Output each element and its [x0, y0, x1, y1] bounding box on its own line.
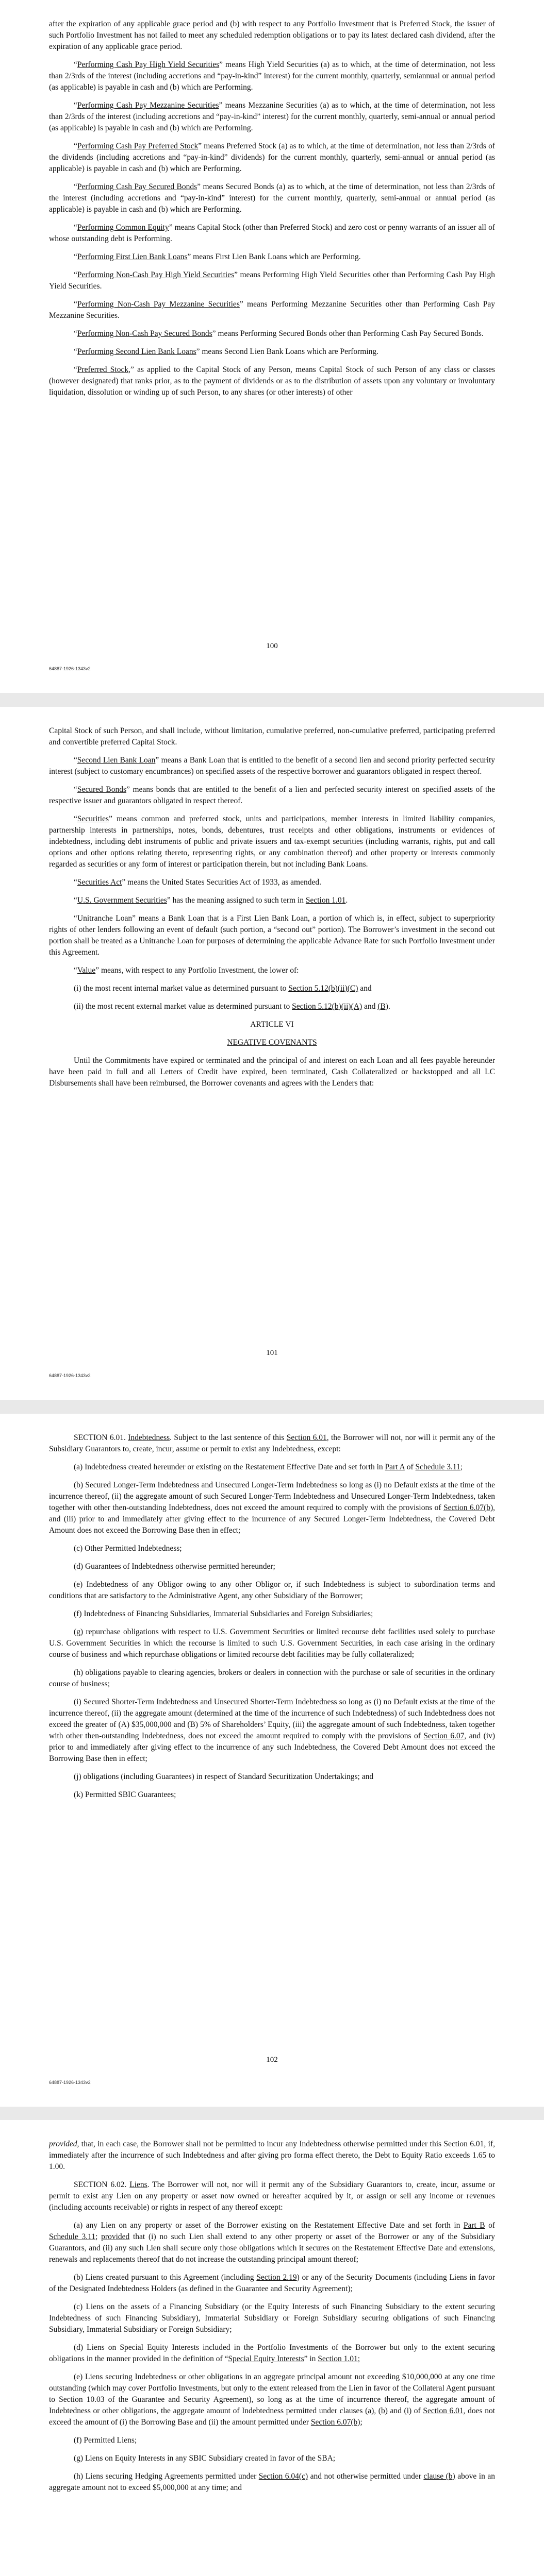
text-run: ” means common and preferred stock, units and participations, member interests in limited liability companies, partnership interests in partnerships, notes, bonds, debentures, trust receipts and other obligations, instruments or evidences of indebtedness, including debt instruments of public and private issuers and tax-exempt securities (including warrants, rights, put and call options and other options relating thereto, representing rights, or any combination thereof) and other property or interests commonly regarded as securities or any form of interest or participation therein, but not including Bank Loans. — [49, 815, 495, 869]
text-run: (b) Liens created pursuant to this Agreement (including — [74, 2273, 257, 2282]
text-run: ; — [360, 2418, 362, 2427]
text-run: ” has the meaning assigned to such term in — [167, 896, 306, 905]
defined-term: Value — [77, 966, 96, 975]
paragraph — [49, 1432, 495, 1455]
paragraph — [49, 2471, 495, 2494]
text-run: ” means the United States Securities Act of 1933, as amended. — [122, 878, 321, 887]
defined-term: (i) — [404, 2406, 412, 2415]
paragraph — [49, 1001, 495, 1012]
page-number: 102 — [266, 2055, 278, 2064]
paragraph — [49, 1789, 495, 1801]
paragraph — [49, 100, 495, 134]
text-run: SECTION 6.01. — [74, 1433, 128, 1442]
text-run: (f) Permitted Liens; — [74, 2436, 137, 2445]
text-run: , and (iii) prior to and immediately after giving effect to the incurrence of any Secured Longer-Term Indebtedness, the Covered Debt Amount does not exceed the Borrowing Base then in effect; — [49, 1503, 495, 1535]
text-run: “ — [74, 878, 77, 887]
text-run: . The Borrower will not, nor will it permit any of the Subsidiary Guarantors to, create, incur, assume or permit to exist any Lien on any property or asset now owned or hereafter acquired by it, or assign or sell any income or revenues (including accounts receivable) or rights in respect of any thereof except: — [49, 2180, 495, 2212]
text-run: and — [387, 2406, 404, 2415]
text-run: ” means Secured Bonds (a) as to which, at the time of determination, not less than 2/3rds of the interest (including accretions and “pay-in-kind” interest) for the current monthly, quarterly, semi-annual or annual period (as applicable) is payable in cash and (b) which are Performing. — [49, 182, 496, 214]
text-run: . — [388, 1002, 390, 1011]
paragraph — [49, 965, 495, 976]
defined-term: Section 5.12(b)(ii)(A) — [292, 1002, 362, 1011]
page-body — [49, 725, 495, 1089]
text-run: “ — [74, 300, 77, 309]
text-run: . Subject to the last sentence of this — [170, 1433, 287, 1442]
text-run: ARTICLE VI — [250, 1020, 294, 1029]
paragraph — [49, 1667, 495, 1690]
paragraph — [49, 895, 495, 906]
text-run: , that, in each case, the Borrower shall not be permitted to incur any Indebtedness otherwise permitted under this Section 6.01, if, immediately after the incurrence of such Indebtedness and after giving pro forma effect thereto, the Debt to Equity Ratio exceeds 1.65 to 1.00. — [49, 2140, 495, 2171]
paragraph — [49, 2435, 495, 2446]
document-id: 64887-1926-1343v2 — [49, 666, 91, 672]
defined-term: Section 5.12(b)(ii)(C) — [288, 984, 358, 993]
text-run: ” means Performing High Yield Securities other than Performing Cash Pay High Yield Securities. — [49, 270, 495, 291]
defined-term: Section 6.07 — [423, 1732, 465, 1740]
text-run: “ — [74, 60, 77, 69]
defined-term: Section 6.01 — [286, 1433, 327, 1442]
text-run: and — [362, 1002, 378, 1011]
paragraph — [49, 2371, 495, 2428]
paragraph — [49, 2139, 495, 2173]
text-run: ” means, with respect to any Portfolio Investment, the lower of: — [95, 966, 299, 975]
paragraph — [49, 913, 495, 958]
text-run: and — [358, 984, 372, 993]
section-heading — [49, 1037, 495, 1048]
document-id: 64887-1926-1343v2 — [49, 2080, 91, 2086]
defined-term: U.S. Government Securities — [77, 896, 167, 905]
paragraph — [49, 222, 495, 245]
text-run: “Unitranche Loan” means a Bank Loan that is a First Lien Bank Loan, a portion of which is, in effect, subject to superpriority rights of other lenders following an event of default (such portion, a “second out” portion). The Borrower’s investment in the second out portion shall be treated as a Unitranche Loan for purposes of determining the applicable Advance Rate for such Portfolio Investment under this Agreement. — [49, 914, 495, 957]
paragraph — [49, 1480, 495, 1536]
text-run: Until the Commitments have expired or terminated and the principal of and interest on each Loan and all fees payable hereunder have been paid in full and all Letters of Credit have expired, been terminated, Cash Collateralized or backstopped and all LC Disbursements shall have been reimbursed, the Borrower covenants and agrees with the Lenders that: — [49, 1056, 495, 1088]
text-run: and not otherwise permitted under — [308, 2472, 424, 2481]
text-run: “ — [74, 223, 77, 232]
paragraph — [49, 1543, 495, 1554]
text-run: Capital Stock of such Person, and shall include, without limitation, cumulative preferred, non-cumulative preferred, participating preferred and convertible preferred Capital Stock. — [49, 726, 495, 747]
text-run: (h) obligations payable to clearing agencies, brokers or dealers in connection with the purchase or sale of securities in the ordinary course of business; — [49, 1668, 495, 1688]
text-run: (e) Liens securing Indebtedness or other obligations in an aggregate principal amount not exceeding $10,000,000 at any one time outstanding (which may cover Portfolio Investments, but only to the extent released from the Lien in favor of the Collateral Agent pursuant to Section 10.03 of the Guarantee and Security Agreement), so long as at the time of incurrence thereof, the aggregate amount of Indebtedness or other obligations, the aggregate amount of Indebtedness permitted under clauses — [49, 2372, 495, 2415]
text-run: (c) Liens on the assets of a Financing Subsidiary (or the Equity Interests of such Financing Subsidiary to the extent securing Indebtedness of such Financing Subsidiary), Immaterial Subsidiary or Foreign Subsidiary securing obligations of such Financing Subsidiary, Immaterial Subsidiary or Foreign Subsidiary; — [49, 2302, 495, 2334]
defined-term: Performing First Lien Bank Loans — [77, 252, 188, 261]
text-run: of — [404, 1463, 416, 1471]
paragraph — [49, 1561, 495, 1572]
paragraph — [49, 181, 495, 215]
defined-term: Schedule 3.11 — [415, 1463, 460, 1471]
paragraph — [49, 2453, 495, 2464]
text-run: (j) obligations (including Guarantees) in respect of Standard Securitization Undertakings; and — [74, 1772, 374, 1781]
defined-term: Preferred Stock — [77, 365, 129, 374]
document-page — [0, 1414, 544, 2107]
paragraph — [49, 2179, 495, 2213]
text-run: ” means Mezzanine Securities (a) as to which, at the time of determination, not less than 2/3rds of the interest (including accretions and “pay-in-kind” interest) for the current monthly, quarterly, semi-annual or annual period (as applicable) is payable in cash and (b) which are Performing. — [49, 101, 495, 132]
defined-term: Part A — [385, 1463, 405, 1471]
text-run: ” means bonds that are entitled to the benefit of a lien and perfected security interest on specified assets of the respective issuer and guarantors obligated in respect thereof. — [49, 785, 495, 805]
text-run: ” means Capital Stock (other than Preferred Stock) and zero cost or penny warrants of an issuer all of whose outstanding debt is Performing. — [49, 223, 495, 243]
defined-term: Part B — [463, 2221, 485, 2230]
text-run: ) or any of the Security Documents (including Liens in favor of the Designated Indebtedness Holders (as defined in the Guarantee and Security Agreement); — [49, 2273, 495, 2293]
defined-term: clause (b) — [423, 2472, 455, 2481]
paragraph — [49, 2272, 495, 2295]
text-run: “ — [74, 756, 77, 765]
text-run: , — [374, 2406, 378, 2415]
text-run: SECTION 6.02. — [74, 2180, 130, 2189]
text-run: ; — [357, 2354, 360, 2363]
document-id: 64887-1926-1343v2 — [49, 1373, 91, 1379]
text-run: “ — [74, 785, 77, 794]
text-run: ” means Performing Secured Bonds other than Performing Cash Pay Secured Bonds. — [212, 329, 484, 338]
paragraph — [49, 1626, 495, 1660]
text-run: ,” as applied to the Capital Stock of any Person, means Capital Stock of such Person of any class or classes (however designated) that ranks prior, as to the payment of dividends or as to the distribution of assets upon any voluntary or involuntary liquidation, dissolution or winding up of such Person, to any shares (or other interests) of other — [49, 365, 495, 397]
paragraph — [49, 814, 495, 870]
defined-term: (B) — [377, 1002, 388, 1011]
page-body — [49, 2139, 495, 2494]
defined-term: (b) — [378, 2406, 388, 2415]
document-page — [0, 0, 544, 693]
defined-term: NEGATIVE COVENANTS — [227, 1038, 317, 1047]
defined-term: Liens — [129, 2180, 147, 2189]
defined-term: Section 6.04(c) — [258, 2472, 308, 2481]
paragraph — [49, 346, 495, 358]
text-run: , and (iv) prior to and immediately after giving effect to the incurrence of any such Indebtedness, the Covered Debt Amount does not exceed the Borrowing Base then in effect; — [49, 1732, 495, 1763]
defined-term: Indebtedness — [128, 1433, 170, 1442]
text-run: (d) Guarantees of Indebtedness otherwise permitted hereunder; — [74, 1562, 275, 1571]
paragraph — [49, 141, 495, 175]
page-number: 100 — [266, 641, 278, 650]
text-run: (h) Liens securing Hedging Agreements permitted under — [74, 2472, 259, 2481]
defined-term: Schedule 3.11 — [49, 2232, 96, 2241]
text-run: , the Borrower will not, nor will it permit any of the Subsidiary Guarantors to, create, incur, assume or permit to exist any Indebtedness, except: — [49, 1433, 495, 1453]
text-run: “ — [74, 365, 77, 374]
defined-term: Section 6.07(b) — [443, 1503, 493, 1512]
paragraph — [49, 2342, 495, 2365]
paragraph — [49, 59, 495, 93]
document-page — [0, 2120, 544, 2576]
defined-term: Second Lien Bank Loan — [77, 756, 156, 765]
text-run: (g) repurchase obligations with respect to U.S. Government Securities or limited recourse debt facilities used solely to purchase U.S. Government Securities in which the recourse is limited to such U.S. Government Securities, in each case arising in the ordinary course of business and which repurchase obligations or limited recourse debt facilities may be fully collateralized; — [49, 1628, 495, 1659]
paragraph — [49, 784, 495, 807]
text-run: (a) any Lien on any property or asset of the Borrower existing on the Restatement Effective Date and set forth in — [74, 2221, 464, 2230]
text-run: ” means Performing Mezzanine Securities other than Performing Cash Pay Mezzanine Securities. — [49, 300, 495, 320]
text-run: (k) Permitted SBIC Guarantees; — [74, 1790, 176, 1799]
text-run: “ — [74, 101, 77, 110]
paragraph — [49, 2220, 495, 2265]
text-run: “ — [74, 182, 77, 191]
text-run: “ — [74, 815, 77, 823]
text-run: ” means a Bank Loan that is entitled to the benefit of a second lien and second priority perfected security interest (subject to customary encumbrances) on specified assets of the respective borrower and guarantors obligated in respect thereof. — [49, 756, 495, 776]
text-run: ” means Second Lien Bank Loans which are Performing. — [196, 347, 379, 356]
paragraph — [49, 299, 495, 321]
text-run: “ — [74, 142, 77, 150]
defined-term: Secured Bonds — [77, 785, 127, 794]
text-run: of — [485, 2221, 495, 2230]
section-heading — [49, 1019, 495, 1030]
text-run: “ — [74, 896, 77, 905]
emphasis-text: provided — [49, 2140, 77, 2148]
paragraph — [49, 725, 495, 748]
text-run: “ — [74, 966, 77, 975]
paragraph — [49, 983, 495, 994]
defined-term: Special Equity Interests — [228, 2354, 304, 2363]
defined-term: Securities — [77, 815, 109, 823]
defined-term: Section 6.07(b) — [310, 2418, 360, 2427]
paragraph — [49, 1771, 495, 1783]
paragraph — [49, 269, 495, 292]
text-run: ” means Preferred Stock (a) as to which, at the time of determination, not less than 2/3rds of the dividends (including accretions and “pay-in-kind” dividends) for the current monthly, quarterly, semi-annual or annual period (as applicable) is payable in cash and (b) which are Performing. — [49, 142, 496, 173]
paragraph — [49, 1697, 495, 1765]
defined-term: (a) — [365, 2406, 374, 2415]
text-run: , does not exceed the amount of (i) the Borrowing Base and (ii) the amount permitted under — [49, 2406, 496, 2427]
text-run: (e) Indebtedness of any Obligor owing to any other Obligor or, if such Indebtedness is subject to subordination terms and conditions that are satisfactory to the Administrative Agent, any other Subsidiary of the Borrower; — [49, 1580, 495, 1600]
paragraph — [49, 1608, 495, 1620]
text-run: after the expiration of any applicable grace period and (b) with respect to any Portfolio Investment that is Preferred Stock, the issuer of such Portfolio Investment has not failed to meet any scheduled redemption obligations or to pay its latest declared cash dividend, after the expiration of any applicable grace period. — [49, 20, 495, 51]
text-run: (a) Indebtedness created hereunder or existing on the Restatement Effective Date and set forth in — [74, 1463, 385, 1471]
text-run: (i) the most recent internal market value as determined pursuant to — [74, 984, 289, 993]
text-run: (g) Liens on Equity Interests in any SBIC Subsidiary created in favor of the SBA; — [74, 2454, 336, 2463]
text-run: (i) Secured Shorter-Term Indebtedness and Unsecured Shorter-Term Indebtedness so long as (i) no Default exists at the time of the incurrence thereof, (ii) the aggregate amount (determined at the time of the incurrence of such Indebtedness) of such Indebtedness does not exceed the greater of (A) $35,000,000 and (B) 5% of Shareholders’ Equity, (iii) the aggregate amount of such Indebtedness, taken together with other then-outstanding Indebtedness, does not exceed the amount required to comply with the provisions of — [49, 1698, 495, 1740]
defined-term: Performing Cash Pay High Yield Securities — [77, 60, 220, 69]
text-run: . — [345, 896, 348, 905]
page-body — [49, 19, 495, 398]
defined-term: Performing Cash Pay Secured Bonds — [77, 182, 197, 191]
paragraph — [49, 328, 495, 340]
paragraph — [49, 1462, 495, 1473]
text-run: (f) Indebtedness of Financing Subsidiaries, Immaterial Subsidiaries and Foreign Subsidiaries; — [74, 1609, 373, 1618]
defined-term: Performing Non-Cash Pay Secured Bonds — [77, 329, 212, 338]
text-run: (b) Secured Longer-Term Indebtedness and Unsecured Longer-Term Indebtedness so long as (i) no Default exists at the time of the incurrence thereof, (ii) the aggregate amount of such Secured Longer-Term Indebtedness and Unsecured Longer-Term Indebtedness, taken together with other then-outstanding Indebtedness, does not exceed the amount required to comply with the provisions of — [49, 1481, 495, 1512]
text-run: ” means High Yield Securities (a) as to which, at the time of determination, not less than 2/3rds of the interest (including accretions and “pay-in-kind” interest) for the current monthly, quarterly, semiannual or annual period (as applicable) is payable in cash and (b) which are Performing. — [49, 60, 495, 92]
defined-term: Section 6.01 — [423, 2406, 464, 2415]
text-run: (c) Other Permitted Indebtedness; — [74, 1544, 182, 1553]
paragraph — [49, 19, 495, 53]
text-run: “ — [74, 347, 77, 356]
defined-term: Performing Cash Pay Preferred Stock — [77, 142, 199, 150]
text-run: (d) Liens on Special Equity Interests included in the Portfolio Investments of the Borrower but only to the extent securing obligations in the manner provided in the definition of “ — [49, 2343, 495, 2363]
text-run: (ii) the most recent external market value as determined pursuant to — [74, 1002, 292, 1011]
text-run: ” means First Lien Bank Loans which are Performing. — [187, 252, 361, 261]
text-run: that (i) no such Lien shall extend to any other property or asset of the Borrower or any of the Subsidiary Guarantors, and (ii) any such Lien shall secure only those obligations which it secures on the Restatement Effective Date and extensions, renewals and replacements thereof that do not increase the outstanding principal amount thereof; — [49, 2232, 495, 2264]
page-body — [49, 1432, 495, 1801]
defined-term: Securities Act — [77, 878, 122, 887]
text-run: above in an aggregate amount not to exceed $5,000,000 at any time; and — [49, 2472, 495, 2492]
defined-term: provided — [101, 2232, 130, 2241]
defined-term: Performing Non-Cash Pay Mezzanine Securities — [77, 300, 240, 309]
text-run: ” in — [304, 2354, 318, 2363]
text-run: ; — [95, 2232, 102, 2241]
defined-term: Performing Non-Cash Pay High Yield Securities — [77, 270, 235, 279]
defined-term: Section 2.19 — [256, 2273, 297, 2282]
text-run: ; — [460, 1463, 463, 1471]
paragraph — [49, 755, 495, 777]
defined-term: Performing Cash Pay Mezzanine Securities — [77, 101, 219, 110]
text-run: of — [411, 2406, 423, 2415]
text-run: “ — [74, 329, 77, 338]
paragraph — [49, 877, 495, 888]
defined-term: Section 1.01 — [318, 2354, 358, 2363]
defined-term: Section 1.01 — [305, 896, 346, 905]
document-page — [0, 707, 544, 1400]
paragraph — [49, 1055, 495, 1089]
page-number: 101 — [266, 1348, 278, 1357]
defined-term: Performing Second Lien Bank Loans — [77, 347, 196, 356]
paragraph — [49, 2301, 495, 2335]
text-run: “ — [74, 270, 77, 279]
paragraph — [49, 1579, 495, 1602]
paragraph — [49, 251, 495, 263]
text-run: “ — [74, 252, 77, 261]
paragraph — [49, 364, 495, 398]
defined-term: Performing Common Equity — [77, 223, 169, 232]
